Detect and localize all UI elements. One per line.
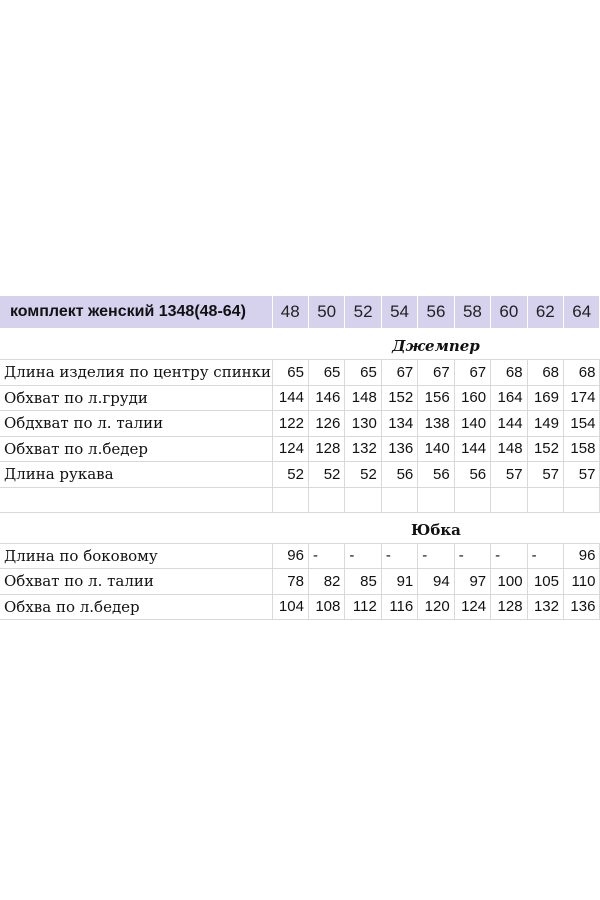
measurement-value: 96 <box>272 543 308 569</box>
measurement-value: - <box>527 543 563 569</box>
measurement-value: 110 <box>564 569 600 595</box>
measurement-label: Обхват по л.бедер <box>0 436 272 462</box>
size-chart-table <box>0 296 600 620</box>
size-header: 60 <box>491 296 527 329</box>
size-header: 64 <box>564 296 600 329</box>
measurement-value: - <box>308 543 344 569</box>
measurement-value: 152 <box>527 436 563 462</box>
measurement-value: 146 <box>308 385 344 411</box>
size-header: 56 <box>418 296 454 329</box>
size-header: 48 <box>272 296 308 329</box>
measurement-row <box>0 569 600 595</box>
measurement-value: 67 <box>454 360 490 386</box>
empty-cell <box>491 487 527 512</box>
measurement-value: 148 <box>491 436 527 462</box>
measurement-value: 140 <box>454 411 490 437</box>
measurement-value: 130 <box>345 411 381 437</box>
measurement-value: 120 <box>418 594 454 620</box>
size-header: 58 <box>454 296 490 329</box>
measurement-value: 108 <box>308 594 344 620</box>
measurement-value: 65 <box>308 360 344 386</box>
measurement-value: 68 <box>527 360 563 386</box>
measurement-value: 65 <box>272 360 308 386</box>
measurement-value: 136 <box>381 436 417 462</box>
measurement-value: 154 <box>564 411 600 437</box>
measurement-value: 158 <box>564 436 600 462</box>
measurement-value: 124 <box>272 436 308 462</box>
measurement-row <box>0 385 600 411</box>
measurement-value: 174 <box>564 385 600 411</box>
measurement-value: 112 <box>345 594 381 620</box>
measurement-value: 140 <box>418 436 454 462</box>
measurement-value: 156 <box>418 385 454 411</box>
measurement-value: 132 <box>345 436 381 462</box>
measurement-value: 56 <box>454 462 490 488</box>
measurement-label: Обхват по л.груди <box>0 385 272 411</box>
measurement-value: 56 <box>381 462 417 488</box>
empty-cell <box>0 487 272 512</box>
empty-cell <box>381 487 417 512</box>
measurement-value: 160 <box>454 385 490 411</box>
measurement-value: 91 <box>381 569 417 595</box>
measurement-value: - <box>345 543 381 569</box>
measurement-value: 100 <box>491 569 527 595</box>
measurement-value: 152 <box>381 385 417 411</box>
measurement-value: 85 <box>345 569 381 595</box>
measurement-label: Обхват по л. талии <box>0 569 272 595</box>
measurement-value: 78 <box>272 569 308 595</box>
empty-cell <box>272 487 308 512</box>
size-chart-body <box>0 296 600 620</box>
measurement-value: 52 <box>272 462 308 488</box>
empty-row <box>0 487 600 512</box>
size-header: 50 <box>308 296 344 329</box>
empty-cell <box>345 487 381 512</box>
section-title-jumper: Джемпер <box>272 329 600 360</box>
section-spacer <box>0 512 272 543</box>
measurement-value: 67 <box>418 360 454 386</box>
measurement-value: 144 <box>272 385 308 411</box>
empty-cell <box>527 487 563 512</box>
measurement-label: Длина изделия по центру спинки <box>0 360 272 386</box>
measurement-value: 68 <box>491 360 527 386</box>
measurement-value: 144 <box>491 411 527 437</box>
header-row <box>0 296 600 329</box>
measurement-value: 134 <box>381 411 417 437</box>
size-header: 54 <box>381 296 417 329</box>
measurement-value: 57 <box>527 462 563 488</box>
empty-cell <box>418 487 454 512</box>
measurement-row <box>0 436 600 462</box>
measurement-value: 67 <box>381 360 417 386</box>
measurement-value: 105 <box>527 569 563 595</box>
section-spacer <box>0 329 272 360</box>
measurement-value: 57 <box>564 462 600 488</box>
measurement-value: 124 <box>454 594 490 620</box>
size-header: 62 <box>527 296 563 329</box>
measurement-value: 82 <box>308 569 344 595</box>
measurement-row <box>0 543 600 569</box>
measurement-value: 116 <box>381 594 417 620</box>
measurement-value: 149 <box>527 411 563 437</box>
measurement-value: 144 <box>454 436 490 462</box>
measurement-label: Обдхват по л. талии <box>0 411 272 437</box>
empty-cell <box>454 487 490 512</box>
measurement-label: Длина по боковому <box>0 543 272 569</box>
empty-cell <box>564 487 600 512</box>
measurement-value: 104 <box>272 594 308 620</box>
product-title: комплект женский 1348(48-64) <box>0 296 272 329</box>
measurement-value: - <box>454 543 490 569</box>
measurement-row <box>0 360 600 386</box>
measurement-value: 52 <box>345 462 381 488</box>
section-title-skirt: Юбка <box>272 512 600 543</box>
measurement-row <box>0 462 600 488</box>
measurement-value: 138 <box>418 411 454 437</box>
section-row-skirt <box>0 512 600 543</box>
measurement-value: 136 <box>564 594 600 620</box>
measurement-value: 128 <box>491 594 527 620</box>
measurement-value: 56 <box>418 462 454 488</box>
measurement-value: 169 <box>527 385 563 411</box>
measurement-value: 132 <box>527 594 563 620</box>
measurement-value: 97 <box>454 569 490 595</box>
measurement-value: 52 <box>308 462 344 488</box>
size-header: 52 <box>345 296 381 329</box>
measurement-value: - <box>418 543 454 569</box>
measurement-label: Длина рукава <box>0 462 272 488</box>
measurement-value: 164 <box>491 385 527 411</box>
measurement-row <box>0 594 600 620</box>
measurement-value: 126 <box>308 411 344 437</box>
measurement-value: 65 <box>345 360 381 386</box>
measurement-value: 96 <box>564 543 600 569</box>
measurement-value: - <box>381 543 417 569</box>
section-row-jumper <box>0 329 600 360</box>
measurement-value: 148 <box>345 385 381 411</box>
empty-cell <box>308 487 344 512</box>
measurement-value: 94 <box>418 569 454 595</box>
measurement-value: - <box>491 543 527 569</box>
measurement-label: Обхва по л.бедер <box>0 594 272 620</box>
measurement-value: 122 <box>272 411 308 437</box>
measurement-row <box>0 411 600 437</box>
measurement-value: 57 <box>491 462 527 488</box>
measurement-value: 128 <box>308 436 344 462</box>
measurement-value: 68 <box>564 360 600 386</box>
